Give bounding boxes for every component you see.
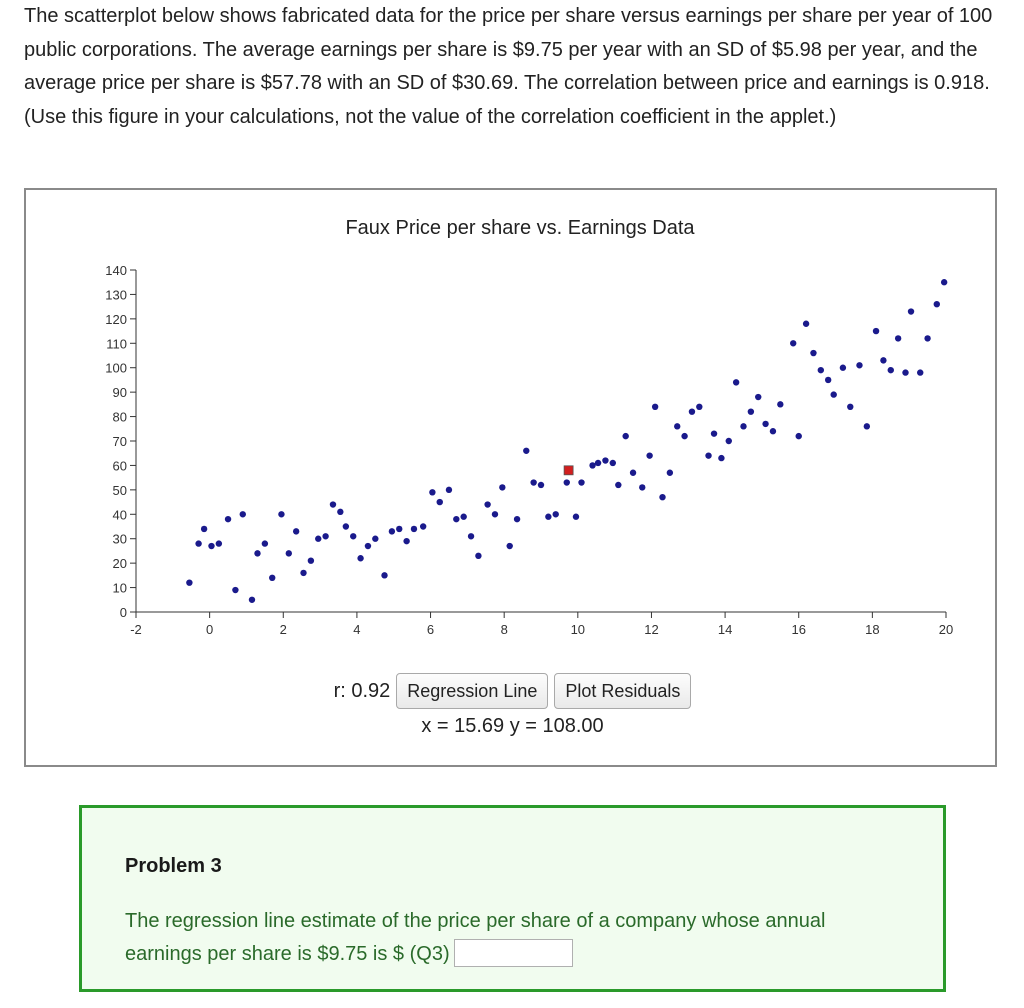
problem-text-block (125, 905, 885, 971)
x-tick-label: 20 (938, 622, 954, 637)
data-point (420, 523, 426, 529)
data-point (186, 579, 192, 585)
data-point (831, 391, 837, 397)
scatter-chart (26, 190, 995, 660)
applet-controls (26, 673, 999, 738)
data-point (429, 489, 435, 495)
data-point (201, 526, 207, 532)
data-point (622, 433, 628, 439)
data-point (381, 572, 387, 578)
chart-title: Faux Price per share vs. Earnings Data (345, 217, 695, 239)
data-point (803, 321, 809, 327)
data-point (453, 516, 459, 522)
data-point (492, 511, 498, 517)
data-point (208, 543, 214, 549)
data-point (777, 401, 783, 407)
data-point (796, 433, 802, 439)
data-point (343, 523, 349, 529)
data-point (225, 516, 231, 522)
scatter-applet (24, 188, 997, 767)
regression-line-button[interactable]: Regression Line (396, 673, 548, 709)
x-tick-label: 14 (717, 622, 733, 637)
data-point (437, 499, 443, 505)
data-point (232, 587, 238, 593)
data-point (564, 479, 570, 485)
data-point (330, 501, 336, 507)
data-point (873, 328, 879, 334)
data-point (880, 357, 886, 363)
problem-text: The regression line estimate of the price per share of a company whose annual earnings per share is $9.75 is $ (Q3) (125, 910, 826, 965)
data-point (847, 404, 853, 410)
data-point (499, 484, 505, 490)
data-point (718, 455, 724, 461)
data-point (646, 452, 652, 458)
data-point (856, 362, 862, 368)
data-point (293, 528, 299, 534)
x-tick-label: 6 (426, 622, 435, 637)
y-tick-label: 50 (112, 482, 127, 498)
data-point (681, 433, 687, 439)
y-tick-label: 30 (112, 531, 127, 547)
y-tick-label: 20 (112, 556, 127, 572)
data-point (818, 367, 824, 373)
data-point (269, 575, 275, 581)
y-tick-label: 110 (106, 336, 127, 352)
data-point (545, 514, 551, 520)
data-point (475, 553, 481, 559)
data-point (667, 470, 673, 476)
problem-box (79, 805, 946, 992)
data-point (696, 404, 702, 410)
data-point (578, 479, 584, 485)
data-point (514, 516, 520, 522)
data-point (740, 423, 746, 429)
intro-text: The scatterplot below shows fabricated data for the price per share versus earnings per share per year of 100 public corporations. The average earnings per share is $9.75 per year with an SD of $5.98 per year, and the average price per share is $57.78 with an SD of $30.69. The correlation between price and earnings is 0.918. (Use this figure in your calculations, not the value of the correlation coefficient in the applet.) (24, 5, 993, 128)
data-point (278, 511, 284, 517)
y-tick-label: 60 (112, 458, 127, 474)
data-point (934, 301, 940, 307)
y-tick-label: 120 (105, 311, 127, 327)
data-point (300, 570, 306, 576)
x-tick-label: 12 (644, 622, 659, 637)
data-point (322, 533, 328, 539)
data-point (403, 538, 409, 544)
y-tick-label: 100 (105, 360, 127, 376)
problem-title: Problem 3 (125, 855, 222, 877)
data-point (924, 335, 930, 341)
x-tick-label: 16 (791, 622, 806, 637)
data-point (917, 369, 923, 375)
data-point (507, 543, 513, 549)
data-point (216, 540, 222, 546)
y-tick-label: 130 (105, 287, 127, 303)
data-point (630, 470, 636, 476)
data-point (195, 540, 201, 546)
data-point (888, 367, 894, 373)
data-point (790, 340, 796, 346)
data-point (895, 335, 901, 341)
data-point (755, 394, 761, 400)
x-tick-label: 0 (206, 622, 214, 637)
x-tick-label: 10 (570, 622, 586, 637)
y-tick-label: 40 (112, 507, 127, 523)
data-point (530, 479, 536, 485)
data-point (610, 460, 616, 466)
x-tick-label: 2 (279, 622, 287, 637)
answer-input[interactable] (454, 939, 573, 967)
data-point (908, 308, 914, 314)
data-point (825, 377, 831, 383)
y-tick-label: 90 (112, 385, 127, 401)
data-point (262, 540, 268, 546)
data-point (705, 452, 711, 458)
data-point (468, 533, 474, 539)
data-point (864, 423, 870, 429)
data-point (659, 494, 665, 500)
data-point (411, 526, 417, 532)
data-point (286, 550, 292, 556)
data-point (840, 365, 846, 371)
y-tick-label: 70 (112, 434, 127, 449)
data-point (770, 428, 776, 434)
data-point (308, 558, 314, 564)
y-tick-label: 140 (105, 263, 127, 278)
data-points (186, 279, 947, 603)
data-point (726, 438, 732, 444)
data-point (249, 597, 255, 603)
data-point (595, 460, 601, 466)
data-point (689, 408, 695, 414)
x-tick-label: 8 (500, 622, 508, 637)
y-tick-label: 0 (119, 605, 127, 620)
data-point (762, 421, 768, 427)
x-tick-label: -2 (130, 622, 142, 637)
y-tick-label: 10 (112, 580, 127, 596)
data-point (553, 511, 559, 517)
data-point (674, 423, 680, 429)
data-point (396, 526, 402, 532)
data-point (810, 350, 816, 356)
data-point (941, 279, 947, 285)
correlation-readout: r: 0.92 (333, 679, 391, 702)
data-point (523, 448, 529, 454)
data-point (602, 457, 608, 463)
x-tick-label: 18 (865, 622, 880, 637)
data-point (902, 369, 908, 375)
y-tick-label: 80 (112, 409, 127, 425)
data-point (372, 536, 378, 542)
data-point (240, 511, 246, 517)
data-point (615, 482, 621, 488)
data-point (733, 379, 739, 385)
data-point (484, 501, 490, 507)
data-point (711, 430, 717, 436)
data-point (573, 514, 579, 520)
data-point (357, 555, 363, 561)
data-point (254, 550, 260, 556)
data-point (365, 543, 371, 549)
cursor-coordinates: x = 15.69 y = 108.00 (421, 715, 604, 737)
data-point (652, 404, 658, 410)
x-tick-label: 4 (353, 622, 361, 637)
data-point (337, 509, 343, 515)
data-point (460, 514, 466, 520)
data-point (589, 462, 595, 468)
data-point (748, 408, 754, 414)
plot-residuals-button[interactable]: Plot Residuals (554, 673, 691, 709)
highlighted-point (564, 466, 573, 475)
data-point (538, 482, 544, 488)
data-point (389, 528, 395, 534)
data-point (350, 533, 356, 539)
data-point (639, 484, 645, 490)
data-point (315, 536, 321, 542)
data-point (446, 487, 452, 493)
